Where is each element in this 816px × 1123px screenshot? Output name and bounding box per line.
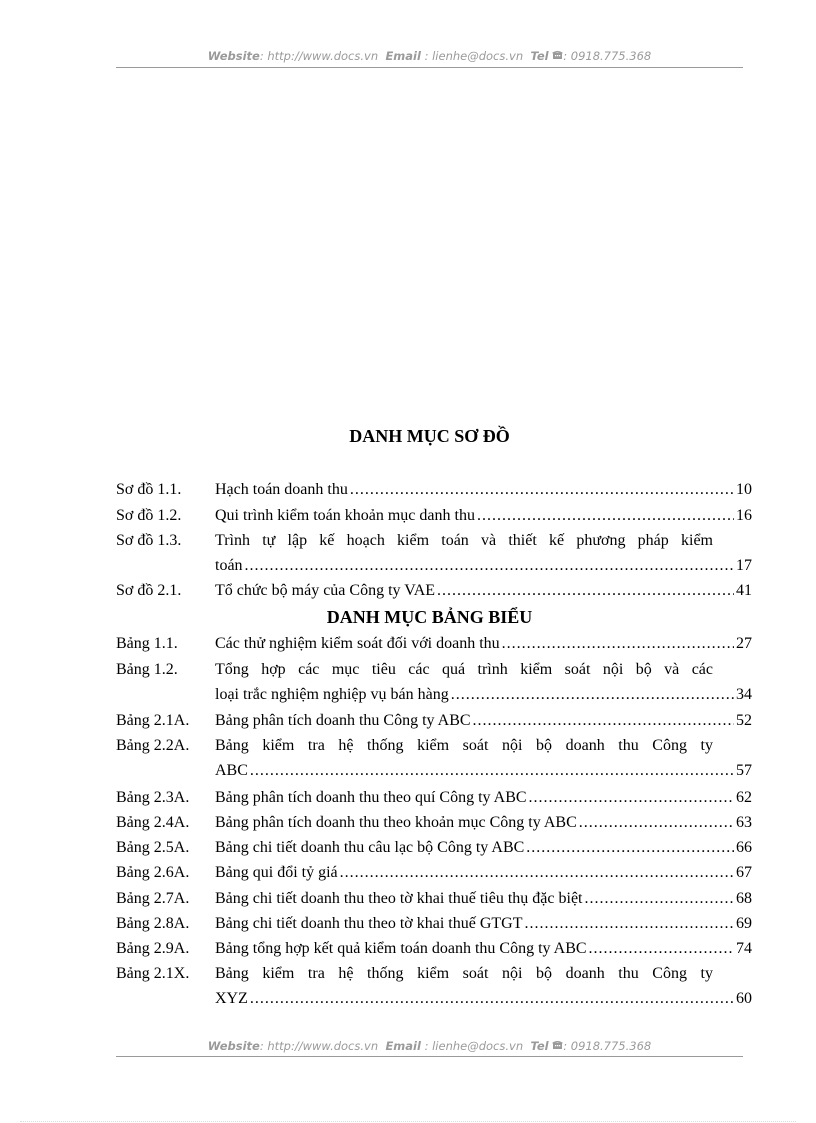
toc-entry-page: 57 — [736, 762, 752, 779]
toc-entry-text: ABC — [215, 762, 248, 779]
dot-leader — [437, 578, 734, 603]
toc-entry[interactable] — [116, 835, 752, 860]
toc-entry-label: Bảng 2.3A. — [116, 789, 190, 806]
toc-entry[interactable] — [116, 578, 752, 603]
toc-entry[interactable] — [116, 785, 752, 810]
dot-leader — [477, 503, 734, 528]
toc-entry[interactable] — [116, 860, 752, 885]
dot-leader — [502, 631, 734, 656]
tel-value: : 0918.775.368 — [563, 49, 652, 63]
tel-label: Tel — [530, 1039, 549, 1053]
toc-entry-label: Bảng 2.1A. — [116, 712, 190, 729]
dot-leader — [525, 911, 734, 936]
toc-entry-label: Bảng 2.7A. — [116, 890, 190, 907]
dot-leader — [350, 477, 734, 502]
dot-leader — [340, 860, 734, 885]
toc-entry-text-line1: Tổng hợp các mục tiêu các quá trình kiểm soát nội bộ và các — [215, 661, 713, 678]
tel-value: : 0918.775.368 — [563, 1039, 652, 1053]
dot-leader — [250, 986, 734, 1011]
toc-entry-page: 63 — [736, 814, 752, 831]
toc-entry-page: 16 — [736, 507, 752, 524]
website-label: Website — [207, 1039, 260, 1053]
toc-entry-text: Bảng phân tích doanh thu theo khoản mục Công ty ABC — [215, 814, 577, 831]
toc-entry[interactable] — [116, 886, 752, 911]
dot-leader — [526, 835, 734, 860]
toc-entry-text: Bảng chi tiết doanh thu câu lạc bộ Công ty ABC — [215, 839, 525, 856]
page-edge-dots — [20, 1121, 796, 1122]
page-header — [116, 49, 743, 69]
toc-entry-text: Bảng qui đổi tỷ giá — [215, 864, 338, 881]
phone-icon — [552, 1039, 563, 1053]
email-value: : lienhe@docs.vn — [424, 49, 524, 63]
dot-leader — [579, 810, 734, 835]
toc-entry-page: 68 — [736, 890, 752, 907]
email-label: Email — [385, 1039, 421, 1053]
toc-entry-page: 66 — [736, 839, 752, 856]
toc-entry-label: Sơ đồ 1.2. — [116, 507, 182, 524]
toc-entry[interactable] — [116, 936, 752, 961]
toc-entry-page: 60 — [736, 990, 752, 1007]
toc-entry-text: Các thử nghiệm kiểm soát đối với doanh thu — [215, 635, 500, 652]
dot-leader — [589, 936, 734, 961]
toc-entry-label: Sơ đồ 2.1. — [116, 582, 182, 599]
dot-leader — [451, 682, 734, 707]
toc-entry[interactable] — [116, 503, 752, 528]
toc-entry-page: 52 — [736, 712, 752, 729]
website-value: : http://www.docs.vn — [259, 49, 379, 63]
dot-leader — [529, 785, 734, 810]
toc-entry-label: Bảng 2.4A. — [116, 814, 190, 831]
toc-entry-text-line1: Bảng kiểm tra hệ thống kiểm soát nội bộ doanh thu Công ty — [215, 737, 713, 754]
toc-entry-text: loại trắc nghiệm nghiệp vụ bán hàng — [215, 686, 449, 703]
toc-entry-text: Bảng chi tiết doanh thu theo tờ khai thuế GTGT — [215, 915, 523, 932]
tel-label: Tel — [530, 49, 549, 63]
toc-entry-page: 27 — [736, 635, 752, 652]
header-rule — [116, 67, 743, 68]
toc-entry-text: toán — [215, 557, 243, 574]
footer-rule — [116, 1056, 743, 1057]
dot-leader — [584, 886, 734, 911]
website-label: Website — [207, 49, 260, 63]
toc-entry-text: XYZ — [215, 990, 248, 1007]
toc-entry-page: 10 — [736, 481, 752, 498]
toc-entry[interactable] — [116, 477, 752, 502]
dot-leader — [250, 758, 734, 783]
dot-leader — [245, 553, 734, 578]
phone-icon — [552, 49, 563, 63]
toc-entry[interactable] — [116, 733, 752, 783]
toc-entry-text-line1: Bảng kiểm tra hệ thống kiểm soát nội bộ doanh thu Công ty — [215, 965, 713, 982]
website-value: : http://www.docs.vn — [259, 1039, 379, 1053]
toc-entry-label: Bảng 2.2A. — [116, 737, 190, 754]
toc-entry[interactable] — [116, 657, 752, 707]
email-value: : lienhe@docs.vn — [424, 1039, 524, 1053]
toc-entry-text: Tổ chức bộ máy của Công ty VAE — [215, 582, 436, 599]
toc-entry-label: Bảng 1.1. — [116, 635, 178, 652]
toc-entry-label: Bảng 2.8A. — [116, 915, 190, 932]
toc-entry-label: Bảng 2.9A. — [116, 940, 190, 957]
toc-entry-text: Bảng chi tiết doanh thu theo tờ khai thuế tiêu thụ đặc biệt — [215, 890, 583, 907]
toc-entry[interactable] — [116, 961, 752, 1011]
toc-entry-page: 67 — [736, 864, 752, 881]
toc-entry[interactable] — [116, 528, 752, 578]
toc-entry-page: 62 — [736, 789, 752, 806]
toc-entry-text: Qui trình kiểm toán khoản mục danh thu — [215, 507, 475, 524]
toc-entry-page: 69 — [736, 915, 752, 932]
toc-entry-page: 34 — [736, 686, 752, 703]
toc-entry-page: 41 — [736, 582, 752, 599]
toc-entry-text: Bảng tổng hợp kết quả kiểm toán doanh thu Công ty ABC — [215, 940, 587, 957]
tables-list-title: DANH MỤC BẢNG BIỂU — [326, 607, 533, 627]
toc-entry-text: Hạch toán doanh thu — [215, 481, 348, 498]
toc-entry[interactable] — [116, 810, 752, 835]
toc-entry-page: 17 — [736, 557, 752, 574]
toc-entry-text: Bảng phân tích doanh thu Công ty ABC — [215, 712, 471, 729]
toc-entry-label: Bảng 2.1X. — [116, 965, 190, 982]
toc-entry-label: Sơ đồ 1.3. — [116, 532, 182, 549]
toc-entry-label: Sơ đồ 1.1. — [116, 481, 182, 498]
toc-entry-label: Bảng 1.2. — [116, 661, 178, 678]
toc-entry-label: Bảng 2.6A. — [116, 864, 190, 881]
toc-entry[interactable] — [116, 631, 752, 656]
dot-leader — [473, 708, 734, 733]
toc-entry-text: Bảng phân tích doanh thu theo quí Công ty ABC — [215, 789, 527, 806]
toc-entry-text-line1: Trình tự lập kế hoạch kiểm toán và thiết kế phương pháp kiểm — [215, 532, 713, 549]
toc-entry-label: Bảng 2.5A. — [116, 839, 190, 856]
toc-entry[interactable] — [116, 708, 752, 733]
toc-entry[interactable] — [116, 911, 752, 936]
email-label: Email — [385, 49, 421, 63]
toc-entry-page: 74 — [736, 940, 752, 957]
diagrams-list-title: DANH MỤC SƠ ĐỒ — [349, 426, 510, 446]
